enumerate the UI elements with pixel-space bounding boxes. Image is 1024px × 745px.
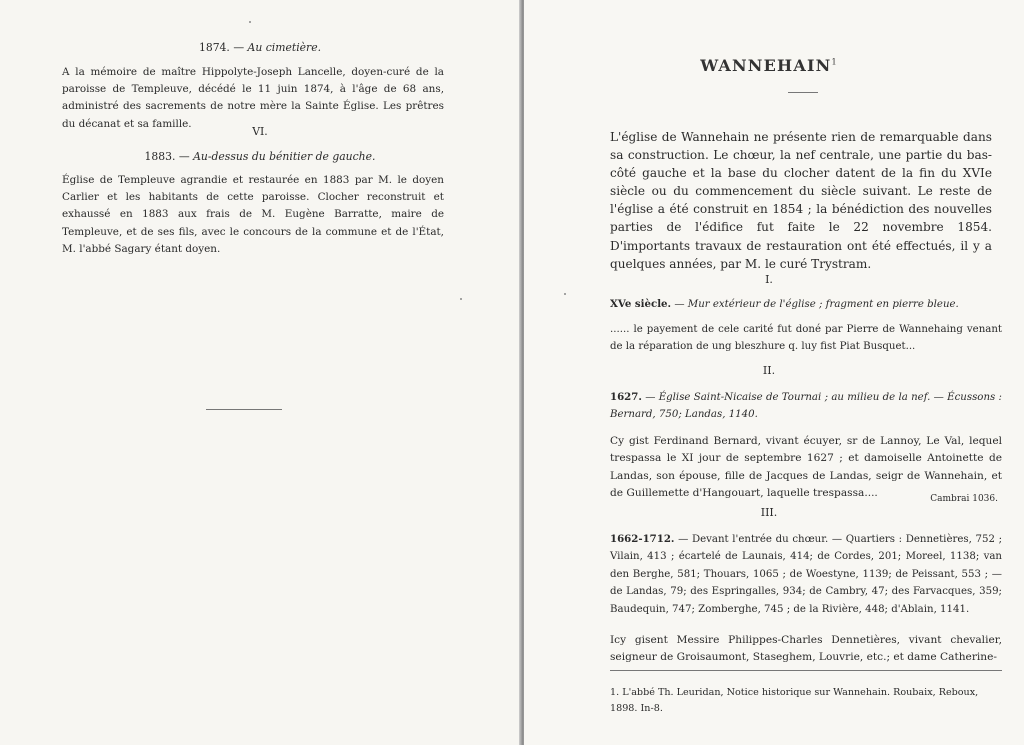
left-section-1-text: A la mémoire de maître Hippolyte-Joseph Lancelle, doyen-curé de la paroisse de Templeuve, décédé le 11 juin 1874, à l'âge de 68 ans, administré des sacrements de notre mère la Sainte Église. Les prêtres du décanat et sa famille. — [62, 66, 444, 130]
right-section-2-date: 1627. — [610, 391, 642, 403]
left-page-speck — [460, 298, 462, 300]
right-section-1-text: ...... le payement de cele carité fut doné par Pierre de Wannehaing venant de la réparation de ung bleszhure q. luy fist Piat Busquet... — [610, 324, 1002, 353]
footnote: 1. L'abbé Th. Leuridan, Notice historique sur Wannehain. Roubaix, Reboux, 1898. In-8. — [610, 687, 979, 714]
right-section-1-numeral: I. — [765, 273, 773, 286]
right-section-3-numeral: III. — [760, 506, 778, 519]
left-section-1-year: 1874. — [198, 41, 230, 54]
right-section-2-place: — Église Saint-Nicaise de Tournai ; au milieu de la nef. — Écussons : Bernard, 750; Landas, 1140. — [610, 392, 1002, 421]
right-section-2-text: Cy gist Ferdinand Bernard, vivant écuyer, sr de Lannoy, Le Val, lequel trespassa le XI jour de septembre 1627 ; et damoiselle Antoinette de Landas, son épouse, fille de Jacques de Landas, seigr de Wannehain, et de Guillemette d'Hangouart, laquelle trespassa.... — [610, 435, 1002, 500]
right-section-1-place: — Mur extérieur de l'église ; fragment en pierre bleue. — [674, 299, 959, 310]
right-section-3-text: Icy gisent Messire Philippes-Charles Dennetières, vivant chevalier, seigneur de Groisaumont, Staseghem, Louvrie, etc.; et dame Catherine- — [610, 634, 1002, 664]
right-page-speck — [564, 293, 566, 295]
right-section-1-heading — [610, 296, 1002, 313]
left-section-1-heading — [70, 41, 450, 54]
right-page-title — [524, 56, 1014, 75]
right-section-2-source: Cambrai 1036. — [930, 494, 998, 504]
left-section-2-text: Église de Templeuve agrandie et restaurée en 1883 par M. le doyen Carlier et les habitants de cette paroisse. Clocher reconstruit et exhaussé en 1883 aux frais de M. Eugène Barratte, maire de Templeuve, et de ses fils, avec le concours de la commune et de l'État, M. l'abbé Sagary étant doyen. — [62, 174, 444, 255]
right-page — [524, 0, 1024, 745]
left-page-end-rule — [206, 409, 282, 410]
right-section-3-heading — [610, 531, 1002, 618]
left-section-1-dash: — — [233, 41, 245, 54]
footnote-rule — [610, 670, 1002, 671]
left-section-2-place: Au-dessus du bénitier de gauche. — [193, 150, 376, 163]
right-page-title-text: WANNEHAIN — [700, 56, 832, 75]
right-page-intro: L'église de Wannehain ne présente rien de remarquable dans sa construction. Le chœur, la nef centrale, une partie du bas-côté gauche et la base du clocher datent de la fin du XVIe siècle ou du commencement du siècle suivant. Le reste de l'église a été construit en 1854 ; la bénédiction des nouvelles parties de l'édifice fut faite le 22 novembre 1854. D'importants travaux de restauration ont été effectués, il y a quelques années, par M. le curé Trystram. — [610, 130, 992, 271]
left-page-speck — [249, 21, 251, 23]
left-section-2-heading — [70, 150, 450, 163]
right-section-2-heading — [610, 389, 1002, 424]
right-section-3-date: 1662-1712. — [610, 533, 675, 545]
left-section-2-year: 1883. — [144, 150, 176, 163]
right-section-1-date: XVe siècle. — [610, 298, 672, 310]
right-section-2-numeral: II. — [762, 364, 776, 377]
right-page-title-footnote-mark: 1 — [831, 57, 838, 67]
left-section-1-place: Au cimetière. — [247, 41, 322, 54]
left-section-2-dash: — — [178, 150, 190, 163]
right-section-3-quartiers: — Devant l'entrée du chœur. — Quartiers : Dennetières, 752 ; Vilain, 413 ; écartelé de Launais, 414; de Cordes, 201; Moreel, 1138; van den Berghe, 581; Thouars, 1065 ; de Woestyne, 1139; de Peissant, 553 ; — de Landas, 79; des Espringalles, 934; de Cambry, 47; des Farvacques, 359; Baudequin, 747; Zomberghe, 745 ; de la Rivière, 448; d'Ablain, 1141. — [610, 534, 1002, 615]
left-section-2-numeral: VI. — [252, 125, 268, 138]
title-rule — [788, 92, 818, 93]
